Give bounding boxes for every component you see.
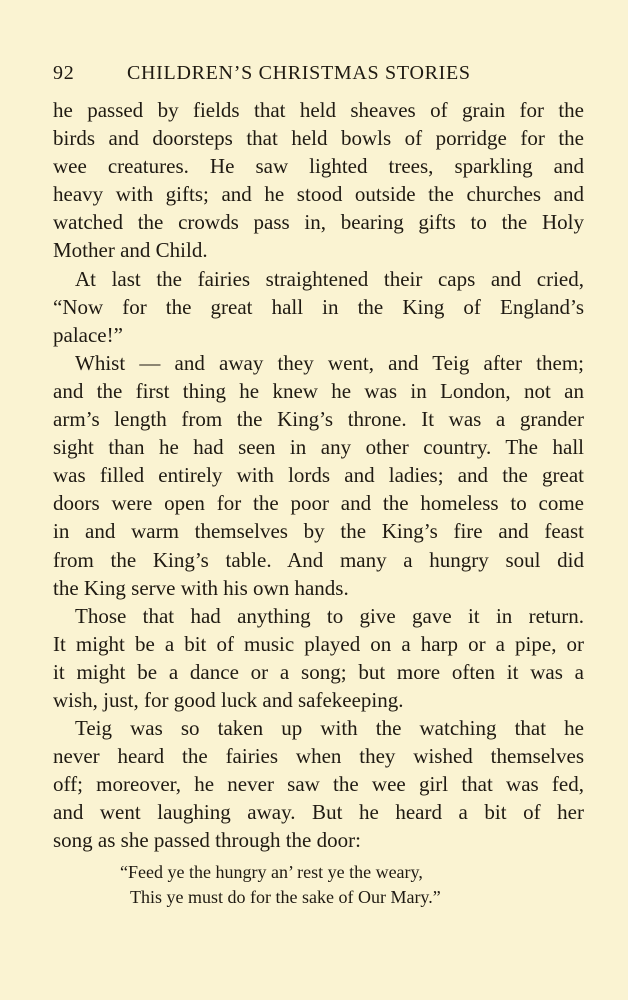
text-line: the King serve with his own hands. [53,575,349,600]
paragraph-1 [53,96,584,265]
text-line: birds and doorsteps that held bowls of porridge for the [53,126,584,151]
text-line: wish, just, for good luck and safekeeping. [53,687,404,712]
text-line: At last the fairies straightened their caps and cried, [75,266,584,291]
text-line: Mother and Child. [53,238,208,263]
text-line: It might be a bit of music played on a harp or a pipe, or [53,631,584,656]
text-line: and the first thing he knew he was in London, not an [53,378,584,403]
text-line: and went laughing away. But he heard a bit of her [53,800,584,825]
text-line: heavy with gifts; and he stood outside the churches and [53,182,584,207]
paragraph-3 [53,349,584,602]
paragraph-5 [53,714,584,854]
page-number: 92 [53,62,75,84]
text-line: sight than he had seen in any other country. The hall [53,435,584,460]
page-header [53,58,513,88]
running-title: CHILDREN’S CHRISTMAS STORIES [127,62,471,84]
text-line: arm’s length from the King’s throne. It was a grander [53,407,584,432]
text-line: watched the crowds pass in, bearing gifts to the Holy [53,210,584,235]
text-line: doors were open for the poor and the homeless to come [53,491,584,516]
paragraph-2 [53,265,584,349]
text-line: never heard the fairies when they wished themselves [53,744,584,769]
body-text [53,96,584,855]
text-line: Those that had anything to give gave it in return. [75,603,584,628]
text-line: “Now for the great hall in the King of England’s [53,294,584,319]
text-line: Teig was so taken up with the watching that he [75,716,584,741]
text-line: wee creatures. He saw lighted trees, sparkling and [53,154,584,179]
text-line: from the King’s table. And many a hungry soul did [53,547,584,572]
text-line: song as she passed through the door: [53,828,361,853]
verse-quote [120,860,532,910]
text-line: in and warm themselves by the King’s fire and feast [53,519,584,544]
verse-line-1: “Feed ye the hungry an’ rest ye the weary, [120,862,423,882]
verse-line-2: This ye must do for the sake of Our Mary.” [130,887,441,907]
text-line: palace!” [53,322,123,347]
text-line: he passed by fields that held sheaves of grain for the [53,98,584,122]
text-line: off; moreover, he never saw the wee girl that was fed, [53,772,584,797]
text-line: Whist — and away they went, and Teig after them; [75,350,584,375]
paragraph-4 [53,602,584,714]
text-line: it might be a dance or a song; but more often it was a [53,659,584,684]
text-line: was filled entirely with lords and ladies; and the great [53,463,584,488]
